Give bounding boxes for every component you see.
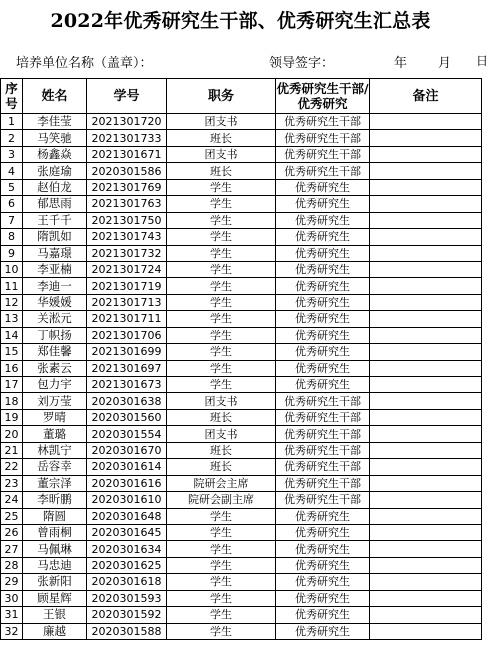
meta-line — [0, 42, 488, 78]
cell-name: 顾星辉 — [23, 590, 87, 606]
table-row — [1, 574, 482, 590]
cell-position: 学生 — [167, 261, 276, 277]
cell-index: 24 — [1, 492, 23, 508]
cell-category: 优秀研究生 — [276, 311, 370, 327]
cell-index: 21 — [1, 442, 23, 458]
cell-remark — [370, 212, 482, 228]
header-position: 职务 — [167, 79, 276, 114]
cell-name: 丁帜扬 — [23, 327, 87, 343]
cell-position: 学生 — [167, 196, 276, 212]
cell-category: 优秀研究生 — [276, 278, 370, 294]
table-row — [1, 327, 482, 343]
cell-remark — [370, 114, 482, 130]
cell-position: 院研会副主席 — [167, 492, 276, 508]
cell-student-id: 2021301706 — [87, 327, 167, 343]
cell-index: 27 — [1, 541, 23, 557]
cell-index: 11 — [1, 278, 23, 294]
sign-label: 领导签字： — [269, 56, 335, 71]
cell-student-id: 2020301554 — [87, 426, 167, 442]
cell-category: 优秀研究生 — [276, 590, 370, 606]
cell-remark — [370, 524, 482, 540]
cell-name: 罗晴 — [23, 409, 87, 425]
cell-category: 优秀研究生 — [276, 574, 370, 590]
cell-student-id: 2020301592 — [87, 607, 167, 623]
cell-student-id: 2020301560 — [87, 409, 167, 425]
cell-name: 王千千 — [23, 212, 87, 228]
cell-position: 学生 — [167, 607, 276, 623]
cell-position: 学生 — [167, 541, 276, 557]
cell-index: 7 — [1, 212, 23, 228]
header-row — [1, 79, 482, 114]
header-name: 姓名 — [23, 79, 87, 114]
cell-student-id: 2020301638 — [87, 393, 167, 409]
cell-student-id: 2021301671 — [87, 146, 167, 162]
cell-student-id: 2020301614 — [87, 459, 167, 475]
cell-category: 优秀研究生 — [276, 245, 370, 261]
cell-index: 13 — [1, 311, 23, 327]
unit-label: 培养单位名称（盖章）： — [16, 56, 153, 71]
cell-index: 15 — [1, 344, 23, 360]
cell-name: 林凯宁 — [23, 442, 87, 458]
table-row — [1, 623, 482, 639]
table-row — [1, 590, 482, 606]
cell-name: 赵伯龙 — [23, 179, 87, 195]
cell-category: 优秀研究生 — [276, 179, 370, 195]
cell-category: 优秀研究生 — [276, 557, 370, 573]
cell-remark — [370, 459, 482, 475]
cell-index: 4 — [1, 163, 23, 179]
table-row — [1, 541, 482, 557]
cell-remark — [370, 311, 482, 327]
cell-position: 院研会主席 — [167, 475, 276, 491]
table-row — [1, 508, 482, 524]
cell-remark — [370, 623, 482, 639]
cell-index: 18 — [1, 393, 23, 409]
cell-index: 6 — [1, 196, 23, 212]
cell-position: 团支书 — [167, 146, 276, 162]
cell-index: 14 — [1, 327, 23, 343]
table-row — [1, 360, 482, 376]
cell-name: 刘万莹 — [23, 393, 87, 409]
cell-student-id: 2021301724 — [87, 261, 167, 277]
cell-student-id: 2020301586 — [87, 163, 167, 179]
table-row — [1, 311, 482, 327]
cell-position: 学生 — [167, 524, 276, 540]
cell-name: 李亚楠 — [23, 261, 87, 277]
cell-position: 团支书 — [167, 393, 276, 409]
cell-name: 李迪一 — [23, 278, 87, 294]
cell-position: 学生 — [167, 278, 276, 294]
cell-remark — [370, 574, 482, 590]
cell-remark — [370, 229, 482, 245]
cell-student-id: 2021301720 — [87, 114, 167, 130]
cell-name: 马忠迪 — [23, 557, 87, 573]
cell-category: 优秀研究生干部 — [276, 442, 370, 458]
cell-position: 班长 — [167, 409, 276, 425]
cell-index: 5 — [1, 179, 23, 195]
cell-index: 12 — [1, 294, 23, 310]
cell-remark — [370, 196, 482, 212]
cell-name: 隋圆 — [23, 508, 87, 524]
cell-remark — [370, 475, 482, 491]
cell-remark — [370, 492, 482, 508]
cell-student-id: 2021301697 — [87, 360, 167, 376]
cell-remark — [370, 377, 482, 393]
cell-category: 优秀研究生 — [276, 327, 370, 343]
cell-index: 31 — [1, 607, 23, 623]
cell-name: 隋凯如 — [23, 229, 87, 245]
cell-index: 16 — [1, 360, 23, 376]
cell-position: 团支书 — [167, 426, 276, 442]
cell-index: 9 — [1, 245, 23, 261]
cell-name: 岳容幸 — [23, 459, 87, 475]
year-label: 年 — [394, 56, 408, 71]
cell-category: 优秀研究生干部 — [276, 492, 370, 508]
cell-remark — [370, 360, 482, 376]
table-row — [1, 179, 482, 195]
cell-category: 优秀研究生干部 — [276, 393, 370, 409]
cell-index: 3 — [1, 146, 23, 162]
sheet-title: 2022年优秀研究生干部、优秀研究生汇总表 — [50, 10, 431, 32]
cell-position: 班长 — [167, 163, 276, 179]
table-row — [1, 278, 482, 294]
cell-name: 马嘉璟 — [23, 245, 87, 261]
cell-index: 17 — [1, 377, 23, 393]
cell-student-id: 2020301645 — [87, 524, 167, 540]
cell-name: 郑佳馨 — [23, 344, 87, 360]
table-row — [1, 557, 482, 573]
header-remark: 备注 — [370, 79, 482, 114]
table-row — [1, 344, 482, 360]
table-row — [1, 294, 482, 310]
cell-position: 学生 — [167, 377, 276, 393]
cell-index: 28 — [1, 557, 23, 573]
cell-remark — [370, 344, 482, 360]
cell-name: 董宗泽 — [23, 475, 87, 491]
cell-index: 10 — [1, 261, 23, 277]
table-row — [1, 524, 482, 540]
cell-student-id: 2021301733 — [87, 130, 167, 146]
table-row — [1, 163, 482, 179]
cell-category: 优秀研究生干部 — [276, 130, 370, 146]
cell-category: 优秀研究生干部 — [276, 459, 370, 475]
cell-category: 优秀研究生 — [276, 294, 370, 310]
cell-student-id: 2020301616 — [87, 475, 167, 491]
cell-remark — [370, 426, 482, 442]
cell-position: 班长 — [167, 442, 276, 458]
cell-name: 廉越 — [23, 623, 87, 639]
cell-position: 学生 — [167, 574, 276, 590]
table-row — [1, 607, 482, 623]
table-row — [1, 261, 482, 277]
cell-remark — [370, 557, 482, 573]
cell-category: 优秀研究生 — [276, 261, 370, 277]
table-row — [1, 409, 482, 425]
cell-name: 郁思雨 — [23, 196, 87, 212]
header-student-id: 学号 — [87, 79, 167, 114]
cell-student-id: 2020301593 — [87, 590, 167, 606]
cell-position: 学生 — [167, 229, 276, 245]
cell-index: 8 — [1, 229, 23, 245]
cell-position: 学生 — [167, 179, 276, 195]
table-row — [1, 459, 482, 475]
cell-student-id: 2021301713 — [87, 294, 167, 310]
header-index: 序号 — [1, 79, 23, 114]
cell-remark — [370, 442, 482, 458]
cell-category: 优秀研究生 — [276, 196, 370, 212]
cell-remark — [370, 163, 482, 179]
table-row — [1, 393, 482, 409]
cell-student-id: 2021301750 — [87, 212, 167, 228]
cell-category: 优秀研究生干部 — [276, 146, 370, 162]
cell-name: 王银 — [23, 607, 87, 623]
cell-student-id: 2020301625 — [87, 557, 167, 573]
cell-student-id: 2021301673 — [87, 377, 167, 393]
cell-student-id: 2021301763 — [87, 196, 167, 212]
cell-category: 优秀研究生 — [276, 541, 370, 557]
cell-name: 曾雨桐 — [23, 524, 87, 540]
table-row — [1, 146, 482, 162]
cell-name: 马笑驰 — [23, 130, 87, 146]
month-label: 月 — [438, 56, 452, 71]
cell-name: 李昕鹏 — [23, 492, 87, 508]
cell-category: 优秀研究生 — [276, 508, 370, 524]
cell-index: 25 — [1, 508, 23, 524]
cell-student-id: 2021301711 — [87, 311, 167, 327]
cell-category: 优秀研究生 — [276, 212, 370, 228]
cell-category: 优秀研究生 — [276, 360, 370, 376]
cell-category: 优秀研究生 — [276, 344, 370, 360]
cell-student-id: 2021301719 — [87, 278, 167, 294]
cell-remark — [370, 294, 482, 310]
cell-position: 团支书 — [167, 114, 276, 130]
cell-name: 包力宇 — [23, 377, 87, 393]
cell-remark — [370, 590, 482, 606]
cell-student-id: 2020301634 — [87, 541, 167, 557]
cell-category: 优秀研究生干部 — [276, 409, 370, 425]
cell-category: 优秀研究生干部 — [276, 114, 370, 130]
cell-remark — [370, 409, 482, 425]
cell-name: 张素云 — [23, 360, 87, 376]
table-row — [1, 196, 482, 212]
table-row — [1, 426, 482, 442]
cell-remark — [370, 541, 482, 557]
cell-category: 优秀研究生 — [276, 229, 370, 245]
cell-index: 23 — [1, 475, 23, 491]
cell-category: 优秀研究生 — [276, 524, 370, 540]
cell-position: 学生 — [167, 327, 276, 343]
cell-remark — [370, 245, 482, 261]
cell-position: 学生 — [167, 557, 276, 573]
cell-name: 马佩琳 — [23, 541, 87, 557]
cell-category: 优秀研究生干部 — [276, 426, 370, 442]
table-row — [1, 130, 482, 146]
cell-student-id: 2020301648 — [87, 508, 167, 524]
cell-student-id: 2020301588 — [87, 623, 167, 639]
cell-index: 29 — [1, 574, 23, 590]
cell-name: 董璐 — [23, 426, 87, 442]
cell-name: 华媛媛 — [23, 294, 87, 310]
cell-position: 学生 — [167, 294, 276, 310]
cell-remark — [370, 607, 482, 623]
day-label: 日 — [476, 54, 488, 68]
table-row — [1, 114, 482, 130]
cell-index: 22 — [1, 459, 23, 475]
cell-index: 2 — [1, 130, 23, 146]
cell-index: 26 — [1, 524, 23, 540]
cell-position: 学生 — [167, 360, 276, 376]
cell-index: 19 — [1, 409, 23, 425]
cell-category: 优秀研究生干部 — [276, 163, 370, 179]
cell-name: 张新阳 — [23, 574, 87, 590]
cell-index: 20 — [1, 426, 23, 442]
table-row — [1, 442, 482, 458]
cell-remark — [370, 130, 482, 146]
cell-position: 学生 — [167, 245, 276, 261]
cell-name: 张庭瑜 — [23, 163, 87, 179]
table-row — [1, 229, 482, 245]
cell-student-id: 2021301732 — [87, 245, 167, 261]
cell-position: 学生 — [167, 212, 276, 228]
cell-position: 学生 — [167, 623, 276, 639]
summary-table — [0, 78, 482, 640]
cell-category: 优秀研究生干部 — [276, 475, 370, 491]
cell-remark — [370, 179, 482, 195]
cell-position: 学生 — [167, 590, 276, 606]
cell-name: 杨鑫焱 — [23, 146, 87, 162]
cell-remark — [370, 508, 482, 524]
cell-name: 李佳莹 — [23, 114, 87, 130]
header-category: 优秀研究生干部/优秀研究 — [276, 79, 370, 114]
cell-remark — [370, 278, 482, 294]
cell-position: 学生 — [167, 344, 276, 360]
cell-category: 优秀研究生 — [276, 607, 370, 623]
table-row — [1, 475, 482, 491]
cell-student-id: 2021301769 — [87, 179, 167, 195]
cell-remark — [370, 393, 482, 409]
cell-position: 班长 — [167, 130, 276, 146]
cell-index: 1 — [1, 114, 23, 130]
cell-category: 优秀研究生 — [276, 623, 370, 639]
cell-student-id: 2021301699 — [87, 344, 167, 360]
table-row — [1, 212, 482, 228]
cell-student-id: 2021301743 — [87, 229, 167, 245]
cell-student-id: 2020301618 — [87, 574, 167, 590]
cell-position: 学生 — [167, 311, 276, 327]
cell-student-id: 2020301670 — [87, 442, 167, 458]
cell-remark — [370, 261, 482, 277]
cell-remark — [370, 146, 482, 162]
table-row — [1, 492, 482, 508]
table-row — [1, 245, 482, 261]
cell-position: 班长 — [167, 459, 276, 475]
cell-position: 学生 — [167, 508, 276, 524]
cell-remark — [370, 327, 482, 343]
table-row — [1, 377, 482, 393]
cell-student-id: 2020301610 — [87, 492, 167, 508]
cell-category: 优秀研究生 — [276, 377, 370, 393]
cell-index: 30 — [1, 590, 23, 606]
cell-name: 关淞元 — [23, 311, 87, 327]
cell-index: 32 — [1, 623, 23, 639]
